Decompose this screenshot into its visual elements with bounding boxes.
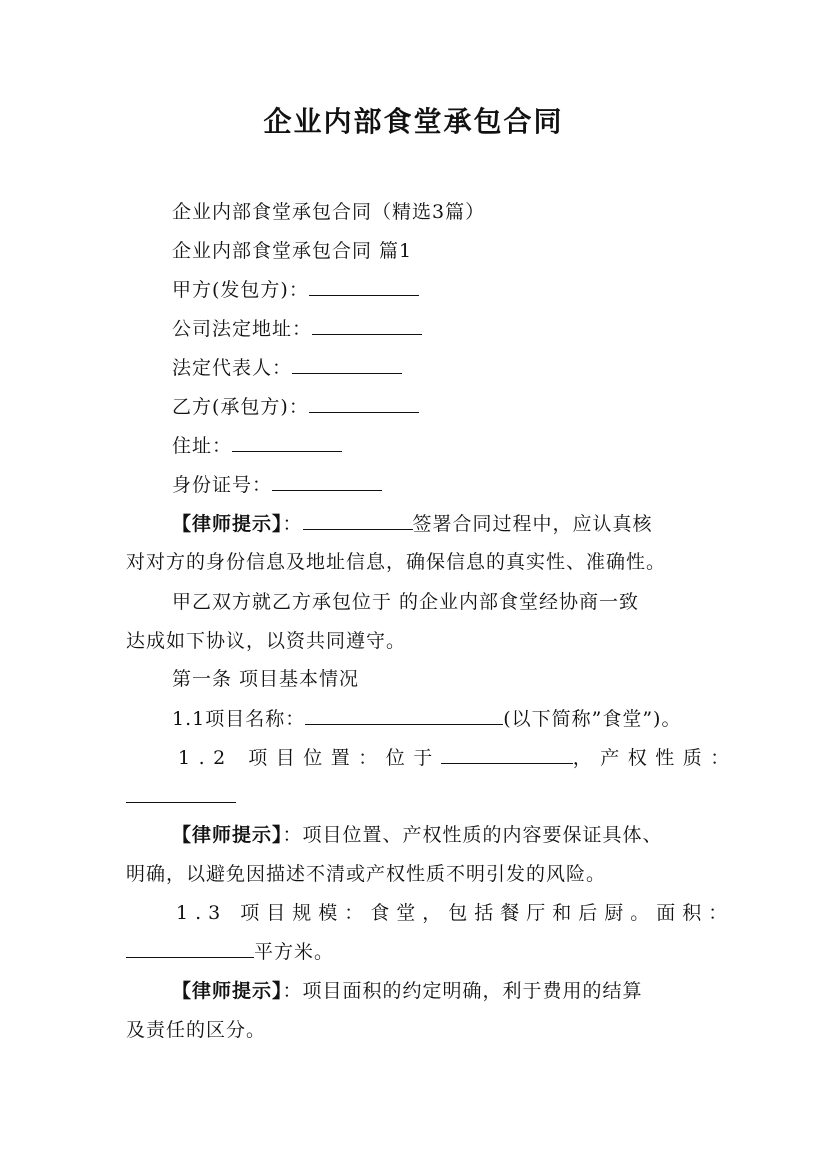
lawyer-tip-2-text: ：项目位置、产权性质的内容要保证具体、 [282, 824, 663, 846]
area-unit: 平方米。 [254, 941, 335, 963]
id-number-line [172, 472, 382, 498]
lawyer-tip-colon: ： [282, 513, 303, 535]
area-blank[interactable] [126, 939, 254, 958]
project-location-label: 1.2 项目位置：位于 [178, 747, 441, 769]
party-a-blank[interactable] [309, 277, 419, 296]
legal-representative-blank[interactable] [292, 355, 402, 374]
party-a-label: 甲方(发包方)： [172, 279, 309, 301]
section-heading-line: 企业内部食堂承包合同 篇1 [172, 240, 413, 262]
company-address-blank[interactable] [312, 316, 422, 335]
project-name-label: 1.1项目名称： [172, 708, 306, 730]
lawyer-tip-bracket: 【律师提示】 [172, 980, 283, 1002]
project-location-blank[interactable] [441, 745, 573, 764]
subtitle-line: 企业内部食堂承包合同（精选3篇） [172, 201, 486, 223]
project-location-line [178, 745, 738, 771]
property-nature-blank-line [126, 784, 236, 810]
party-b-label: 乙方(承包方)： [172, 396, 309, 418]
project-scale-line: 1.3 项目规模：食堂，包括餐厅和后厨。面积： [176, 902, 735, 924]
id-number-label: 身份证号： [172, 474, 273, 496]
lawyer-tip-1-continuation: 对对方的身份信息及地址信息，确保信息的真实性、准确性。 [126, 551, 667, 573]
lawyer-tip-1-text: 签署合同过程中，应认真核 [412, 513, 653, 535]
legal-representative-label: 法定代表人： [172, 357, 293, 379]
lawyer-tip-1-blank[interactable] [303, 511, 413, 530]
project-name-suffix: (以下简称”食堂”)。 [503, 708, 682, 730]
party-b-blank[interactable] [309, 394, 419, 413]
legal-representative-line [172, 355, 402, 381]
agreement-intro-line: 甲乙双方就乙方承包位于 的企业内部食堂经协商一致 [172, 591, 640, 613]
document-title: 企业内部食堂承包合同 [263, 105, 564, 138]
agreement-intro-continuation: 达成如下协议，以资共同遵守。 [126, 630, 407, 652]
property-nature-label: ，产权性质： [572, 747, 738, 769]
lawyer-tip-2-continuation: 明确，以避免因描述不清或产权性质不明引发的风险。 [126, 863, 607, 885]
property-nature-blank[interactable] [126, 784, 236, 803]
party-b-line [172, 394, 419, 420]
company-address-label: 公司法定地址： [172, 318, 313, 340]
project-name-line [172, 706, 681, 732]
lawyer-tip-3-text: ：项目面积的约定明确，利于费用的结算 [282, 980, 643, 1002]
company-address-line [172, 316, 422, 342]
lawyer-tip-3-continuation: 及责任的区分。 [126, 1019, 267, 1041]
lawyer-tip-bracket: 【律师提示】 [172, 513, 283, 535]
area-line [126, 939, 334, 965]
lawyer-tip-2-line [172, 822, 663, 848]
lawyer-tip-bracket: 【律师提示】 [172, 824, 283, 846]
residence-line [172, 433, 342, 459]
lawyer-tip-1-line [172, 511, 653, 537]
residence-label: 住址： [172, 435, 233, 457]
lawyer-tip-3-line [172, 978, 643, 1004]
party-a-line [172, 277, 419, 303]
residence-blank[interactable] [232, 433, 342, 452]
article-1-heading: 第一条 项目基本情况 [172, 668, 360, 690]
project-name-blank[interactable] [305, 706, 503, 725]
id-number-blank[interactable] [272, 472, 382, 491]
